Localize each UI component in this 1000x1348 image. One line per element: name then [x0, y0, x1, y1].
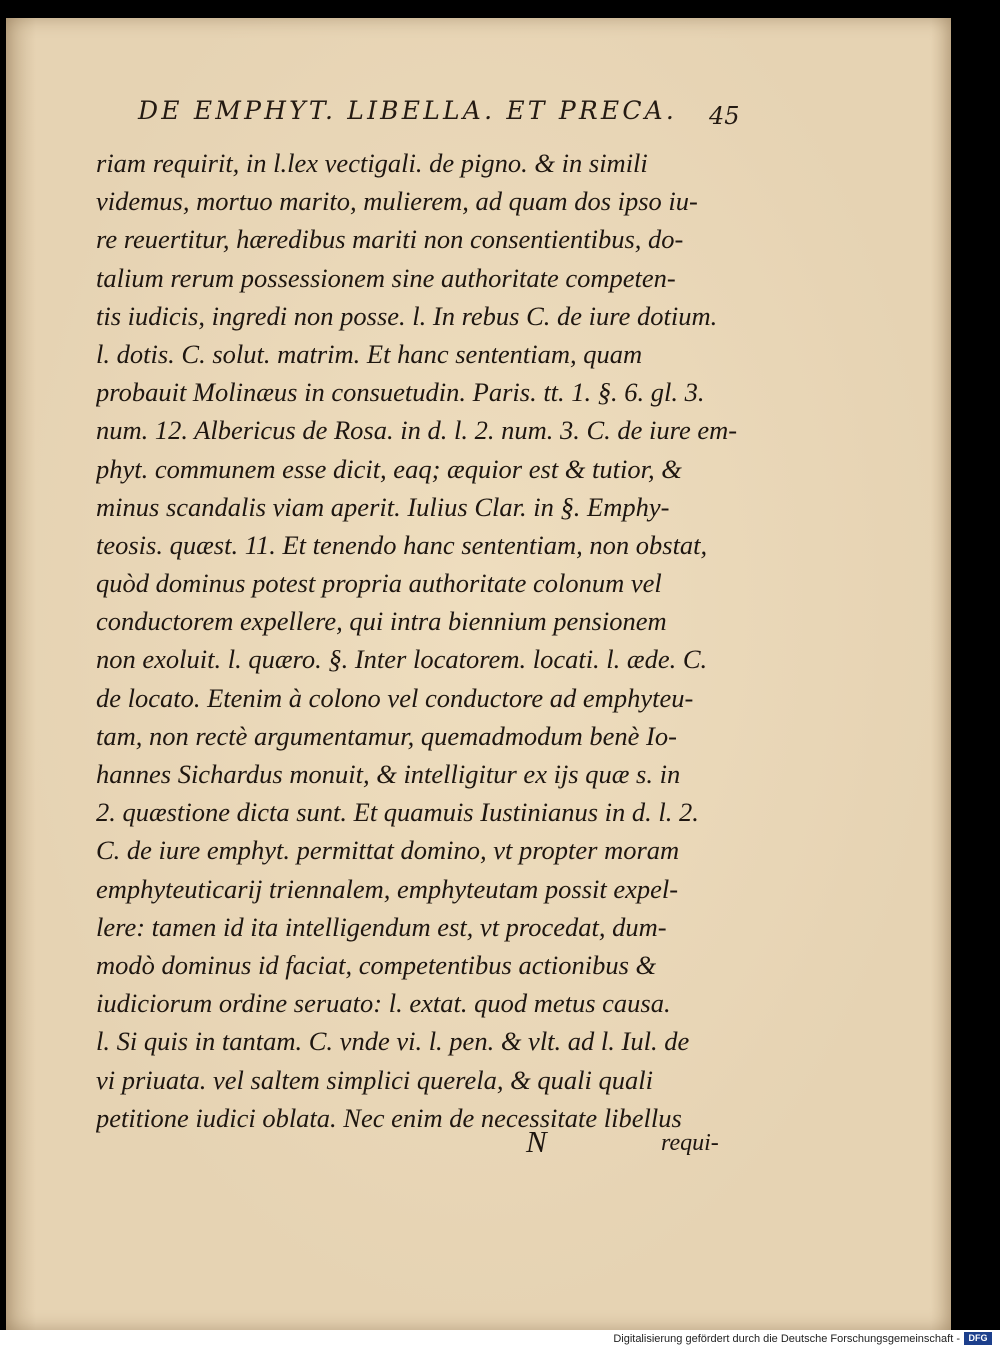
text-line: l. dotis. C. solut. matrim. Et hanc sententiam, quam [96, 338, 643, 369]
text-line: vi priuata. vel saltem simplici querela, & quali quali [96, 1064, 653, 1095]
text-line: de locato. Etenim à colono vel conductore ad emphyteu- [96, 682, 694, 713]
text-line: num. 12. Albericus de Rosa. in d. l. 2. num. 3. C. de iure em- [96, 415, 738, 446]
text-line: talium rerum possessionem sine authoritate competen- [96, 262, 676, 293]
text-line: tis iudicis, ingredi non posse. l. In rebus C. de iure dotium. [96, 300, 718, 331]
text-line: emphyteuticarij triennalem, emphyteutam possit expel- [96, 873, 679, 904]
text-line: riam requirit, in l.lex vectigali. de pigno. & in simili [96, 148, 648, 178]
text-line: quòd dominus potest propria authoritate colonum vel [96, 568, 662, 599]
running-head: DE EMPHYT. LIBELLA. ET PRECA. [138, 96, 678, 125]
funding-credit: Digitalisierung gefördert durch die Deutsche Forschungsgemeinschaft - [613, 1333, 960, 1345]
text-line: teosis. quæst. 11. Et tenendo hanc sententiam, non obstat, [96, 529, 708, 560]
text-line: C. de iure emphyt. permittat domino, vt propter moram [96, 835, 680, 866]
body-text [96, 144, 746, 1137]
text-line: petitione iudici oblata. Nec enim de necessitate libellus [96, 1102, 682, 1133]
text-line: phyt. communem esse dicit, eaq; æquior est & tutior, & [96, 453, 682, 484]
dfg-logo-icon: DFG [964, 1332, 992, 1345]
text-line: videmus, mortuo marito, mulierem, ad quam dos ipso iu- [96, 186, 698, 217]
page-number: 45 [709, 102, 740, 130]
text-line: conductorem expellere, qui intra biennium pensionem [96, 606, 667, 637]
catchword: requi- [661, 1130, 719, 1156]
text-line: modò dominus id faciat, competentibus actionibus & [96, 949, 657, 980]
text-line: iudiciorum ordine seruato: l. extat. quod metus causa. [96, 988, 671, 1019]
book-page [6, 18, 951, 1330]
text-line: hannes Sichardus monuit, & intelligitur ex ijs quæ s. in [96, 759, 681, 789]
text-line: tam, non rectè argumentamur, quemadmodum benè Io- [96, 720, 677, 751]
text-line: minus scandalis viam aperit. Iulius Clar. in §. Emphy- [96, 491, 670, 522]
text-line: 2. quæstione dicta sunt. Et quamuis Iustinianus in d. l. 2. [96, 797, 699, 828]
text-line: probauit Molinæus in consuetudin. Paris. tt. 1. §. 6. gl. 3. [96, 377, 705, 408]
text-line: lere: tamen id ita intelligendum est, vt procedat, dum- [96, 911, 667, 942]
text-line: l. Si quis in tantam. C. vnde vi. l. pen. & vlt. ad l. Iul. de [96, 1026, 690, 1057]
signature-mark: N [526, 1124, 547, 1159]
text-line: re reuertitur, hæredibus mariti non consentientibus, do- [96, 224, 684, 255]
text-line: non exoluit. l. quæro. §. Inter locatorem. locati. l. æde. C. [96, 644, 708, 675]
